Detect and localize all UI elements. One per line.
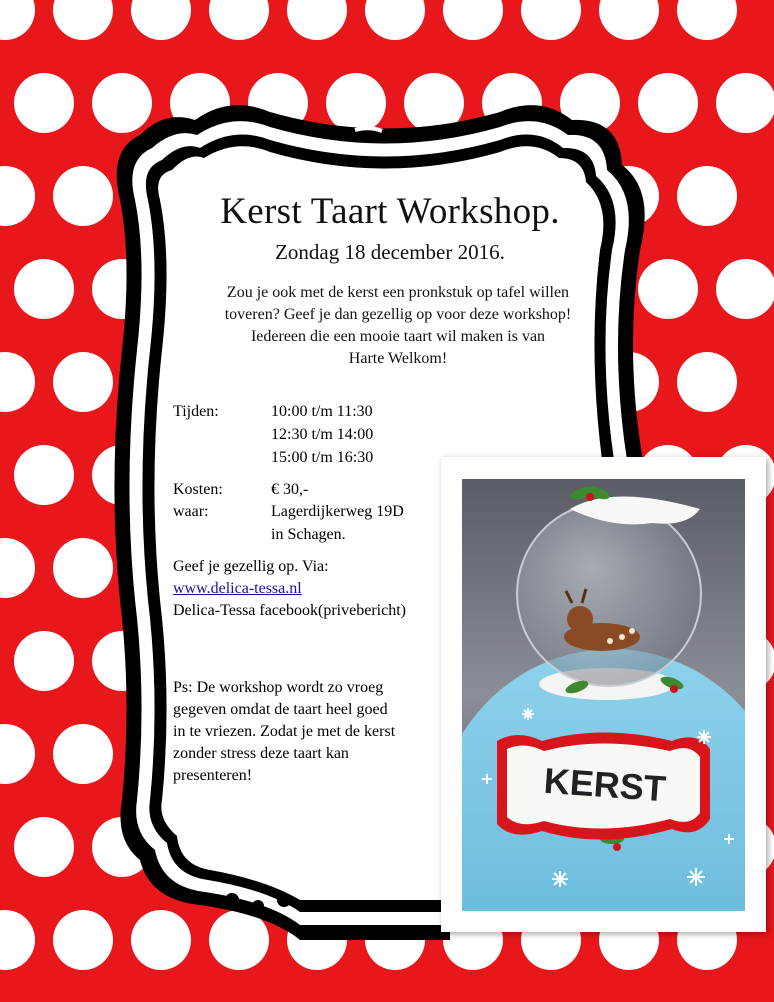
signup-text: Geef je gezellig op. Via: (173, 558, 329, 575)
ps-line: zonder stress deze taart kan (173, 745, 349, 762)
frame-dot (252, 900, 264, 912)
website-link[interactable]: www.delica-tessa.nl (173, 580, 302, 597)
ps-line: in te vriezen. Zodat je met de kerst (173, 723, 396, 740)
cake-photo (462, 479, 745, 911)
intro-line: toveren? Geef je dan gezellig op voor deze workshop! (224, 306, 572, 323)
cost-label: Kosten: (173, 481, 223, 498)
location-label: waar: (173, 503, 209, 520)
event-date: Zondag 18 december 2016. (275, 240, 505, 264)
ps-note (173, 677, 395, 787)
ps-line: presenteren! (173, 767, 253, 784)
intro-line: Harte Welkom! (348, 350, 448, 367)
frame-dot (225, 893, 239, 907)
cake-illustration (462, 479, 745, 911)
title: Kerst Taart Workshop. (220, 191, 560, 232)
location-address: Lagerdijkerweg 19D (271, 503, 404, 520)
facebook-text: Delica-Tessa facebook(privebericht) (173, 602, 406, 619)
cost-value: € 30,- (271, 481, 309, 498)
time-slot: 12:30 t/m 14:00 (271, 426, 374, 443)
frame-dot (277, 893, 291, 907)
ps-line: Ps: De workshop wordt zo vroeg (173, 679, 384, 696)
intro-line: Iedereen die een mooie taart wil maken is van (250, 328, 546, 345)
time-slot: 15:00 t/m 16:30 (271, 449, 374, 466)
plaque-text: KERST (542, 759, 668, 810)
times-label: Tijden: (173, 403, 219, 420)
ps-line: gegeven omdat de taart heel goed (173, 701, 388, 718)
snow-globe (517, 502, 701, 686)
cake-photo-frame (441, 457, 766, 932)
intro-text (160, 282, 636, 370)
location-city: in Schagen. (271, 526, 346, 543)
time-slot: 10:00 t/m 11:30 (271, 403, 373, 420)
intro-line: Zou je ook met de kerst een pronkstuk op tafel willen (226, 284, 570, 301)
